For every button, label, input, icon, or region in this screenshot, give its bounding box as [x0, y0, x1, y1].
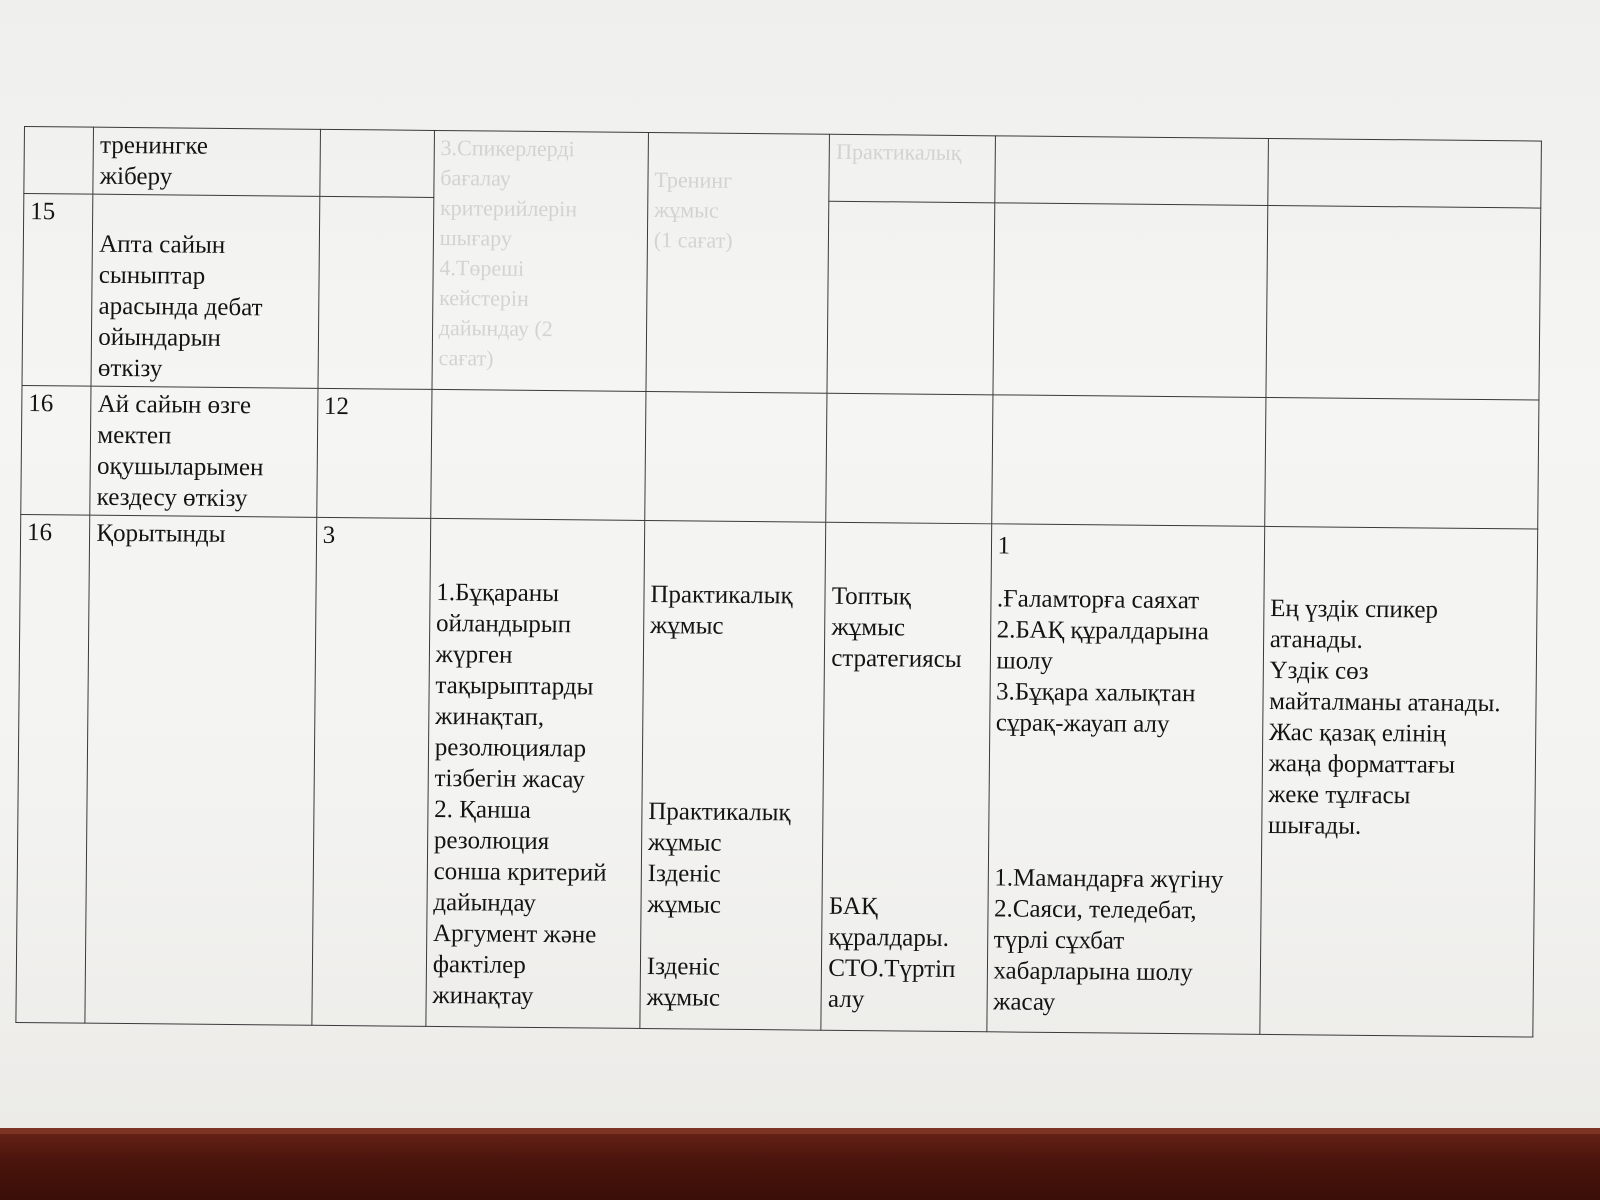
activity-cell: тренингке жіберу: [93, 127, 320, 196]
form-cell: [645, 391, 828, 522]
activity-cell: Қорытынды: [85, 515, 316, 1025]
hours-cell: 12: [316, 388, 431, 518]
form-cell: Практикалық жұмыс Практикалық жұмыс Ізденіс жұмыс Ізденіс жұмыс: [640, 520, 826, 1030]
results-cell: [1266, 205, 1541, 400]
method-cell: Практикалық: [829, 134, 995, 203]
ghost-tasks-cell: 3.Спикерлерді бағалау критерийлерін шығару 4.Төреші кейстерін дайындау (2 сағат): [432, 130, 649, 391]
table-row: [21, 385, 1539, 529]
resources-cell: [992, 203, 1267, 398]
hours-cell: [318, 196, 434, 389]
table-row: [16, 514, 1538, 1037]
method-cell: [826, 393, 992, 524]
resources-cell: [991, 395, 1265, 527]
results-cell: [1268, 138, 1542, 208]
activity-cell: Ай сайын өзге мектеп оқушыларымен кездесу өткізу: [90, 386, 318, 517]
ghost-form-cell: Тренинг жұмыс (1 сағат): [646, 132, 830, 393]
row-number-cell: 16: [21, 385, 92, 515]
tasks-cell: [431, 389, 646, 520]
plan-table: [15, 126, 1542, 1038]
resources-cell: 1 .Ғаламторға саяхат 2.БАҚ құралдарына шолу 3.Бұқара халықтан сұрақ-жауап алу 1.Мамандарға жүгіну 2.Саяси, теледебат, түрлі сұхбат хабарларына шолу жасау: [986, 524, 1264, 1035]
hours-cell: 3: [312, 517, 431, 1026]
resources-cell: [994, 136, 1268, 206]
table-wrapper: [15, 126, 1542, 1038]
method-cell: [827, 201, 994, 395]
results-cell: Ең үздік спикер атанады. Үздік сөз майталманы атанады. Жас қазақ елінің жаңа форматтағы жеке тұлғасы шығады.: [1260, 526, 1538, 1037]
wooden-desk-edge: [0, 1128, 1600, 1200]
results-cell: [1264, 397, 1539, 529]
activity-cell: Апта сайын сыныптар арасында дебат ойындарын өткізу: [91, 194, 319, 388]
row-number-cell: 15: [22, 194, 93, 387]
row-number-cell: 16: [16, 514, 90, 1023]
row-number-cell: [24, 127, 94, 195]
tasks-cell: 1.Бұқараны ойландырып жүрген тақырыптарды жинақтап, резолюциялар тізбегін жасау 2. Қанша резолюция сонша критерий дайындау Аргумент және фактілер жинақтау: [426, 518, 645, 1028]
hours-cell: [319, 129, 434, 197]
method-cell: Топтық жұмыс стратегиясы БАҚ құралдары. СТО.Түртіп алу: [821, 522, 991, 1032]
